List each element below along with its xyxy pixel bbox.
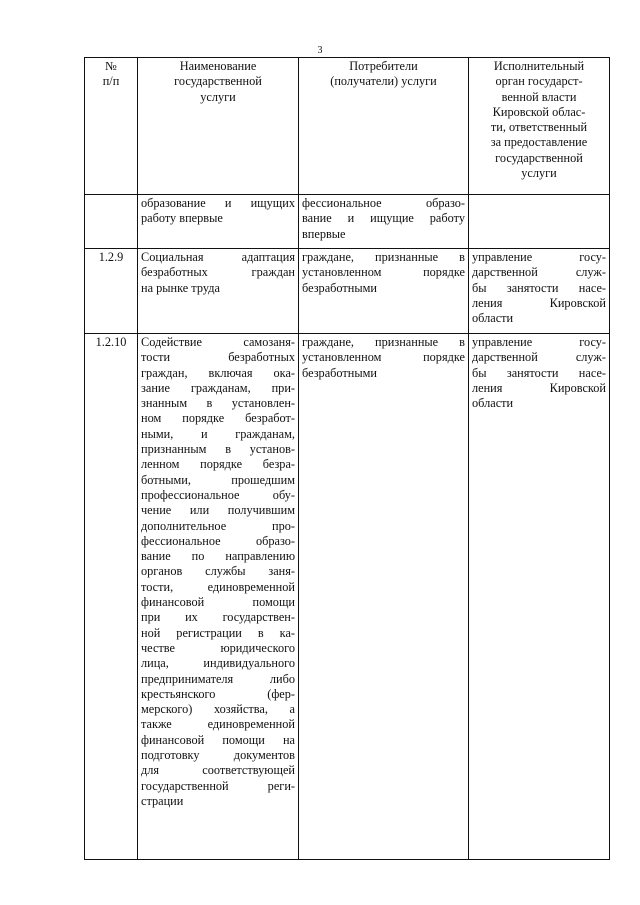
text-line: государственной реги- — [141, 778, 295, 793]
text-line: области — [472, 396, 514, 411]
text-line: ной регистрации в ка- — [141, 625, 295, 640]
text-line: для соответствующей — [141, 763, 295, 778]
text-line: знанным в установлен- — [141, 396, 295, 411]
text-line: тости, единовременной — [141, 579, 295, 594]
text-line: Потребители — [349, 59, 418, 73]
header-number — [85, 58, 138, 195]
row-consumers — [299, 195, 469, 249]
text-line: вание и ищущие работу — [302, 211, 465, 226]
text-line: ном порядке безработ- — [141, 411, 295, 426]
text-line: бы занятости насе- — [472, 280, 606, 295]
row-authority — [469, 334, 610, 860]
text-line: орган государст- — [495, 74, 583, 89]
text-line: граждан, включая ока- — [141, 365, 295, 380]
text-line: услуги — [521, 166, 557, 181]
text-line: подготовку документов — [141, 748, 295, 763]
row-number — [85, 195, 138, 249]
table-row — [85, 334, 610, 860]
row-service — [138, 334, 299, 860]
text-line: на рынке труда — [141, 280, 220, 295]
text-line: образование и ищущих — [141, 196, 295, 210]
text-line: ти, ответственный — [490, 120, 588, 135]
text-line: государственной — [174, 74, 262, 89]
header-authority — [469, 58, 610, 195]
text-line: безработными — [302, 365, 377, 380]
text-line: ными, и гражданам, — [141, 426, 295, 441]
text-line: предпринимателя либо — [141, 671, 295, 686]
text-line: работу впервые — [141, 211, 223, 226]
text-line: при их государствен- — [141, 610, 295, 625]
row-number: 1.2.10 — [85, 334, 138, 860]
text-line: вание по направлению — [141, 549, 295, 564]
text-line: дополнительное про- — [141, 518, 295, 533]
text-line: Наименование — [179, 59, 257, 73]
row-consumers — [299, 334, 469, 860]
text-line: впервые — [302, 226, 346, 241]
text-line: финансовой помощи — [141, 595, 295, 610]
text-line: граждане, признанные в — [302, 250, 465, 264]
text-line: Социальная адаптация — [141, 250, 295, 264]
text-line: дарственной служ- — [472, 265, 606, 280]
services-table — [84, 57, 610, 860]
text-line: № — [105, 59, 117, 73]
text-line: ления Кировской — [472, 380, 606, 395]
text-line: (получатели) услуги — [330, 74, 437, 89]
row-consumers — [299, 249, 469, 334]
text-line: Исполнительный — [493, 59, 585, 73]
text-line: ления Кировской — [472, 295, 606, 310]
text-line: мерского) хозяйства, а — [141, 702, 295, 717]
text-line: чение или получившим — [141, 503, 295, 518]
text-line: п/п — [102, 74, 120, 89]
text-line: государственной — [495, 150, 583, 165]
text-line: за предоставление — [490, 135, 588, 150]
text-line: лица, индивидуального — [141, 656, 295, 671]
text-line: профессиональное обу- — [141, 487, 295, 502]
row-number: 1.2.9 — [85, 249, 138, 334]
text-line: финансовой помощи на — [141, 732, 295, 747]
text-line: признанным в установ- — [141, 442, 295, 457]
table-header-row — [85, 58, 610, 195]
text-line: управление госу- — [472, 335, 606, 349]
text-line: ботными, прошедшим — [141, 472, 295, 487]
text-line: ленном порядке безра- — [141, 457, 295, 472]
row-authority — [469, 195, 610, 249]
text-line: услуги — [200, 89, 236, 104]
text-line: области — [472, 311, 514, 326]
text-line: безработными — [302, 280, 377, 295]
text-line: безработных граждан — [141, 265, 295, 280]
text-line: также единовременной — [141, 717, 295, 732]
text-line: Кировской облас- — [492, 104, 586, 119]
row-service — [138, 249, 299, 334]
text-line: установленном порядке — [302, 350, 465, 365]
text-line: Содействие самозаня- — [141, 335, 295, 349]
text-line: граждане, признанные в — [302, 335, 465, 349]
text-line: управление госу- — [472, 250, 606, 264]
text-line: венной власти — [501, 89, 577, 104]
header-consumers — [299, 58, 469, 195]
header-service-name — [138, 58, 299, 195]
text-line: установленном порядке — [302, 265, 465, 280]
page-number: 3 — [317, 45, 323, 56]
text-line: страции — [141, 793, 184, 808]
text-line: тости безработных — [141, 350, 295, 365]
text-line: органов службы заня- — [141, 564, 295, 579]
table-row — [85, 249, 610, 334]
text-line: фессиональное образо- — [302, 196, 465, 210]
text-line: бы занятости насе- — [472, 365, 606, 380]
text-line: крестьянского (фер- — [141, 686, 295, 701]
text-line: дарственной служ- — [472, 350, 606, 365]
text-line: честве юридического — [141, 640, 295, 655]
text-line: фессиональное образо- — [141, 533, 295, 548]
row-service — [138, 195, 299, 249]
row-authority — [469, 249, 610, 334]
table-row — [85, 195, 610, 249]
text-line: зание гражданам, при- — [141, 380, 295, 395]
